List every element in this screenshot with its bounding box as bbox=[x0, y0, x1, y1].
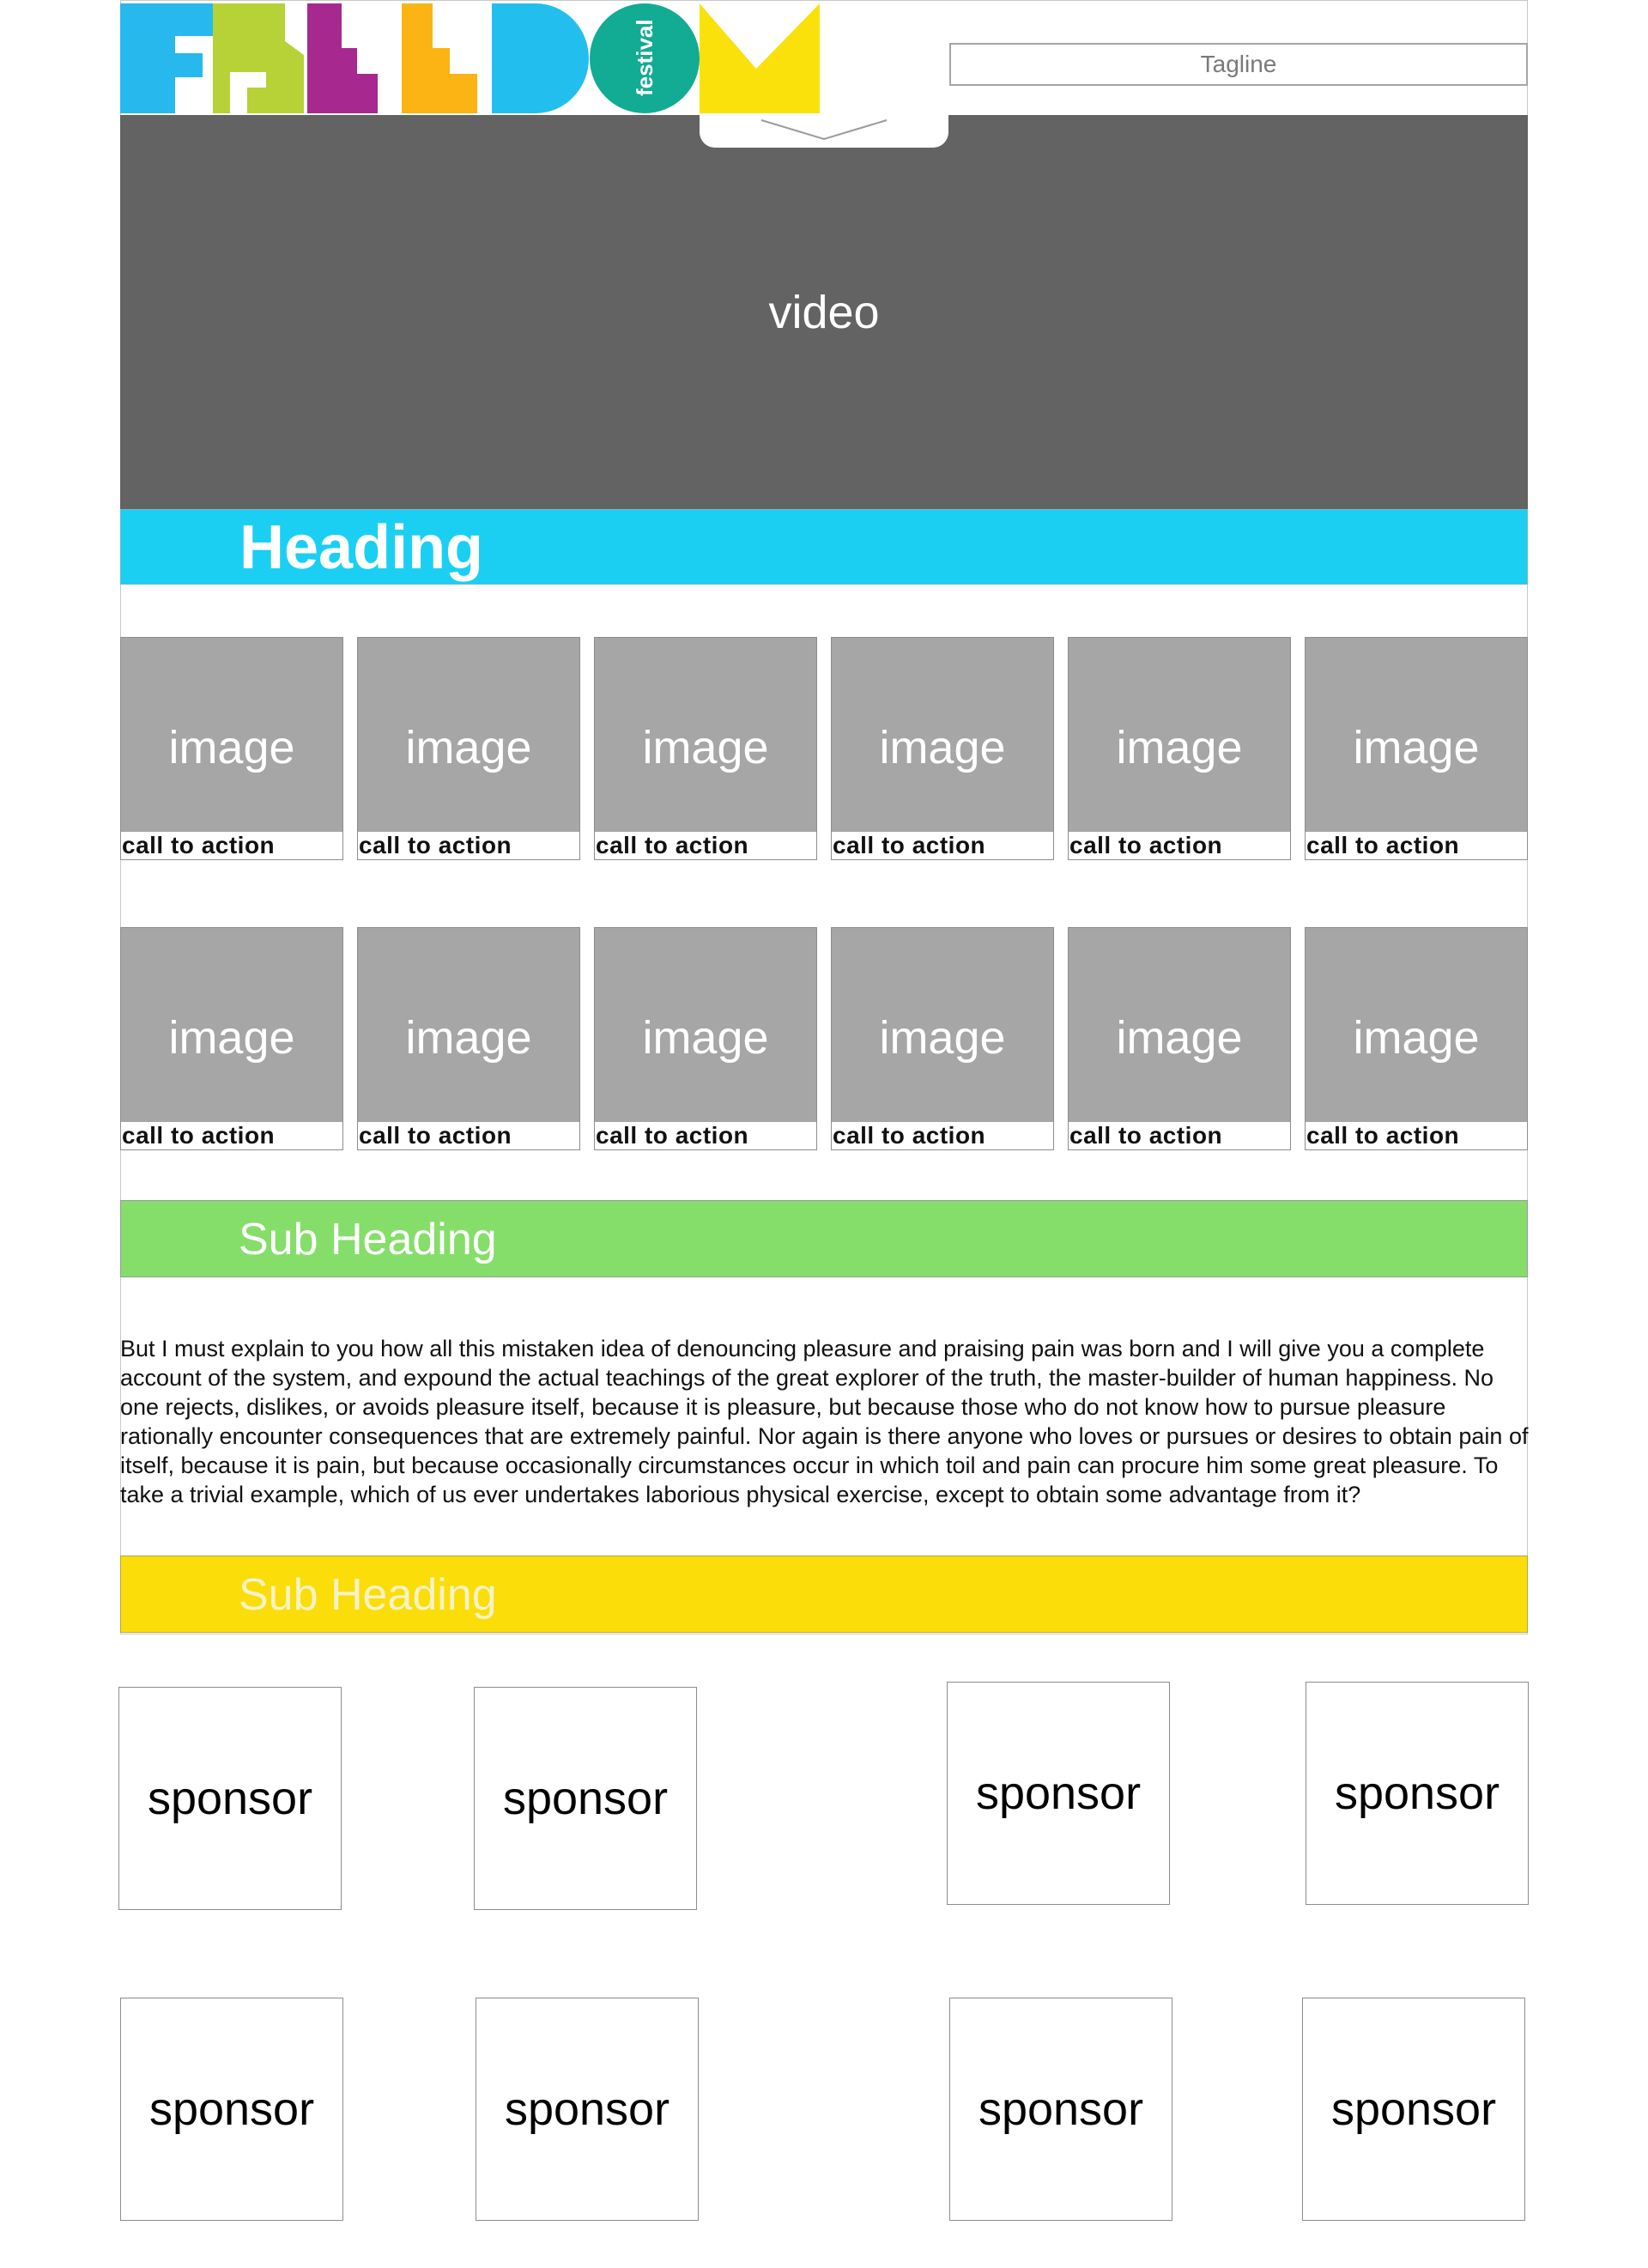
call-to-action-link[interactable]: call to action bbox=[1306, 1122, 1460, 1149]
logo-letter-e2 bbox=[402, 3, 477, 113]
tile-image[interactable]: image bbox=[1306, 928, 1527, 1122]
gallery-tile[interactable] bbox=[1068, 637, 1291, 860]
call-to-action-link[interactable]: call to action bbox=[359, 832, 512, 858]
gallery-tile[interactable] bbox=[831, 637, 1054, 860]
gallery-tile[interactable] bbox=[594, 927, 817, 1150]
gallery-tile[interactable] bbox=[357, 637, 580, 860]
tile-image[interactable]: image bbox=[1069, 928, 1290, 1122]
tagline-field[interactable]: Tagline bbox=[949, 43, 1528, 86]
call-to-action-link[interactable]: call to action bbox=[122, 832, 276, 858]
sponsor-logo[interactable]: sponsor bbox=[1302, 1998, 1525, 2221]
hero-video[interactable] bbox=[120, 115, 1528, 510]
call-to-action-link[interactable]: call to action bbox=[596, 1122, 749, 1149]
gallery-tile[interactable] bbox=[357, 927, 580, 1150]
freedom-festival-logo[interactable] bbox=[120, 3, 820, 113]
tile-image[interactable]: image bbox=[1069, 638, 1290, 832]
sponsor-logo[interactable]: sponsor bbox=[118, 1687, 342, 1910]
video-label: video bbox=[768, 287, 880, 338]
logo-letter-r bbox=[213, 3, 304, 113]
call-to-action-link[interactable]: call to action bbox=[122, 1122, 276, 1149]
menu-toggle-tab[interactable] bbox=[700, 113, 948, 148]
tile-image[interactable]: image bbox=[358, 638, 579, 832]
sub-heading-band-green bbox=[120, 1200, 1528, 1277]
sub-heading: Sub Heading bbox=[239, 1570, 497, 1620]
heading-band bbox=[120, 509, 1528, 585]
gallery-tile[interactable] bbox=[831, 927, 1054, 1150]
logo-letter-m bbox=[700, 3, 820, 113]
gallery-tile[interactable] bbox=[120, 637, 343, 860]
call-to-action-link[interactable]: call to action bbox=[359, 1122, 512, 1149]
logo-letter-e1 bbox=[307, 3, 378, 113]
sponsor-logo[interactable]: sponsor bbox=[120, 1998, 343, 2221]
call-to-action-link[interactable]: call to action bbox=[1306, 832, 1460, 858]
tile-image[interactable]: image bbox=[832, 638, 1053, 832]
gallery-tile[interactable] bbox=[594, 637, 817, 860]
sponsor-logo[interactable]: sponsor bbox=[474, 1687, 697, 1910]
chevron-down-icon bbox=[700, 113, 948, 148]
sponsor-logo[interactable]: sponsor bbox=[1306, 1682, 1529, 1905]
tile-image[interactable]: image bbox=[595, 928, 816, 1122]
gallery-tile[interactable] bbox=[1068, 927, 1291, 1150]
call-to-action-link[interactable]: call to action bbox=[1069, 1122, 1223, 1149]
call-to-action-link[interactable]: call to action bbox=[1069, 832, 1223, 858]
logo-letter-d bbox=[492, 3, 589, 113]
call-to-action-link[interactable]: call to action bbox=[833, 832, 986, 858]
page-heading: Heading bbox=[239, 513, 484, 582]
tile-image[interactable]: image bbox=[595, 638, 816, 832]
sub-heading-band-yellow bbox=[120, 1555, 1528, 1633]
sponsor-logo[interactable]: sponsor bbox=[947, 1682, 1170, 1905]
sub-heading: Sub Heading bbox=[239, 1215, 497, 1264]
tile-image[interactable]: image bbox=[121, 928, 342, 1122]
sponsor-logo[interactable]: sponsor bbox=[476, 1998, 699, 2221]
logo-festival-text: festival bbox=[632, 19, 657, 96]
call-to-action-link[interactable]: call to action bbox=[596, 832, 749, 858]
tile-image[interactable]: image bbox=[1306, 638, 1527, 832]
logo-letter-f bbox=[120, 3, 213, 113]
call-to-action-link[interactable]: call to action bbox=[833, 1122, 986, 1149]
sponsor-logo[interactable]: sponsor bbox=[949, 1998, 1172, 2221]
gallery-tile[interactable] bbox=[120, 927, 343, 1150]
gallery-tile[interactable] bbox=[1305, 927, 1528, 1150]
gallery-tile[interactable] bbox=[1305, 637, 1528, 860]
tile-image[interactable]: image bbox=[121, 638, 342, 832]
tile-image[interactable]: image bbox=[832, 928, 1053, 1122]
body-paragraph: But I must explain to you how all this mistaken idea of denouncing pleasure and praising pain was born and I will give you a complete account of the system, and expound the actual teachings of the great explorer of the truth, the master-builder of human happiness. No one rejects, dislikes, or avoids pleasure itself, because it is pleasure, but because those who do not know how to pursue pleasure rationally encounter consequences that are extremely painful. Nor again is there anyone who loves or pursues or desires to obtain pain of itself, because it is pain, but because occasionally circumstances occur in which toil and pain can procure him some great pleasure. To take a trivial example, which of us ever undertakes laborious physical exercise, except to obtain some advantage from it? bbox=[120, 1336, 1529, 1507]
tile-image[interactable]: image bbox=[358, 928, 579, 1122]
